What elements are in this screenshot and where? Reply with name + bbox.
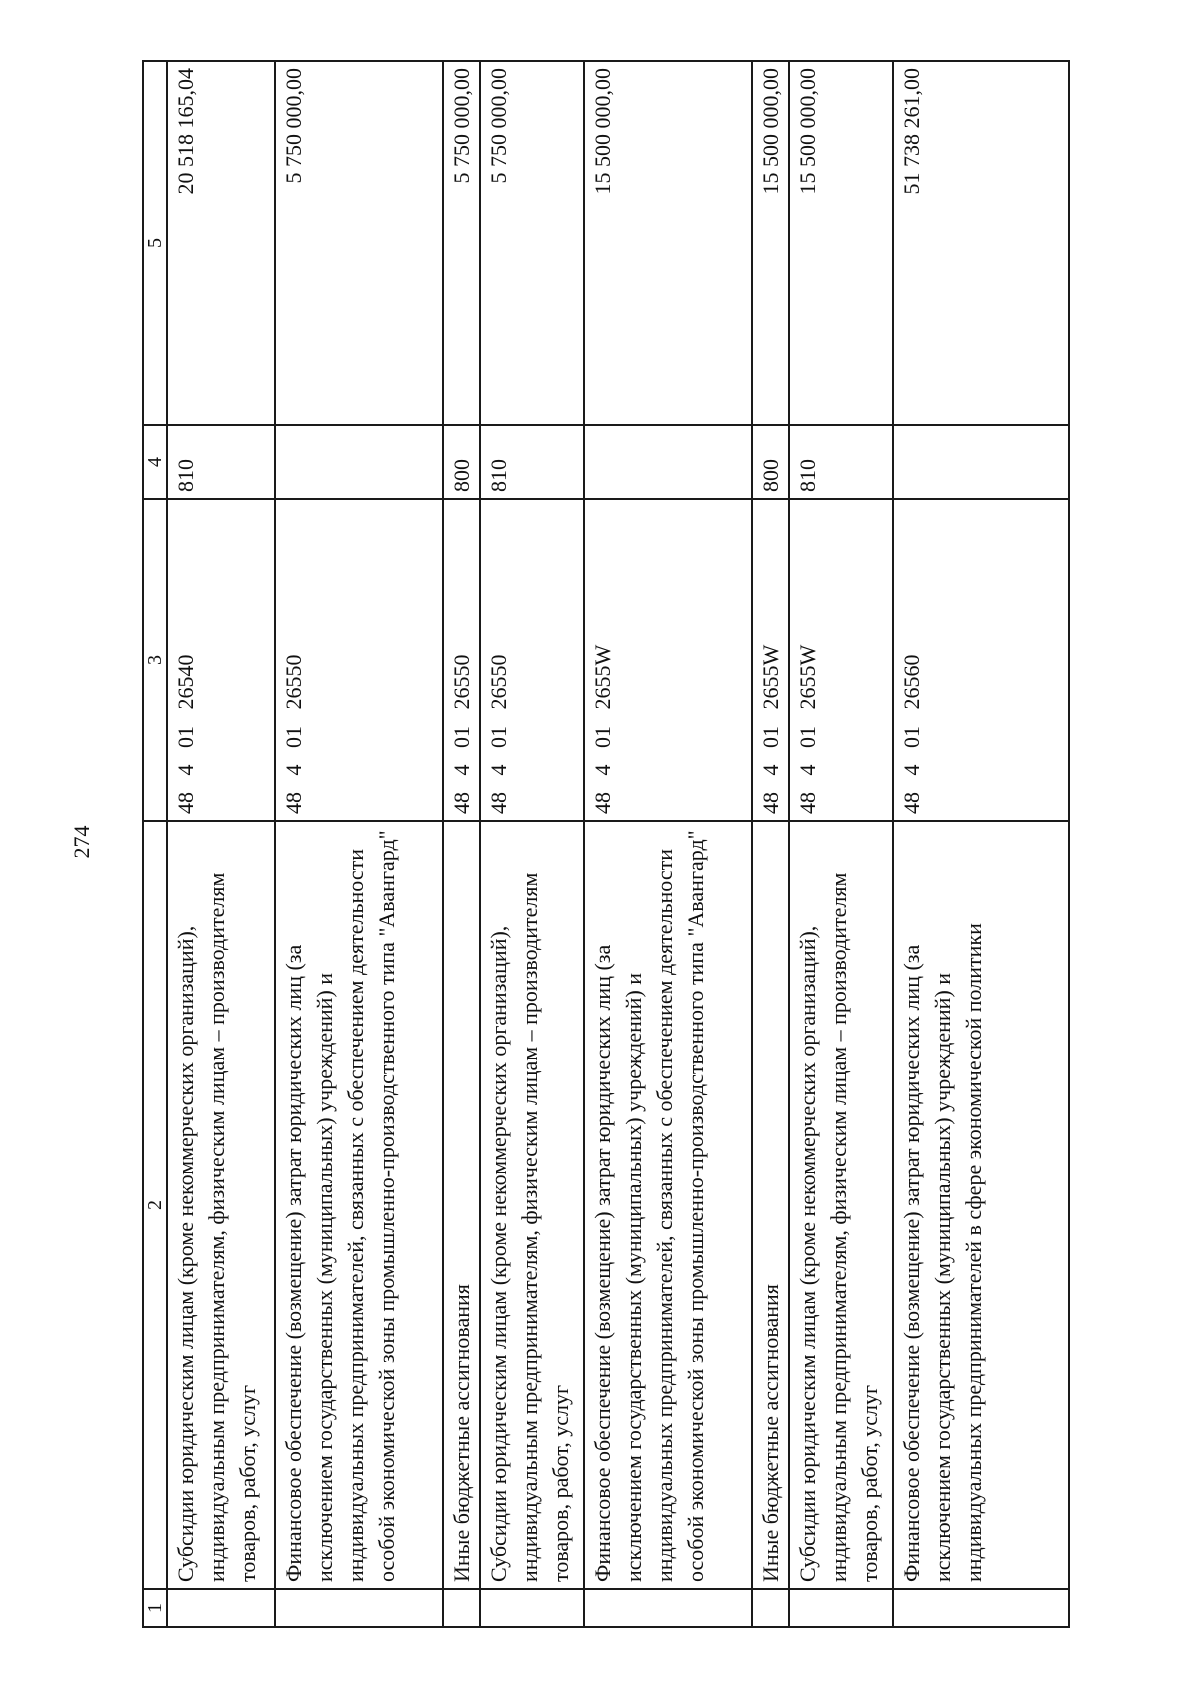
- target-code-cell: 48 4 01 26550: [443, 499, 480, 821]
- table-row: [480, 61, 584, 1627]
- expense-name-cell: Иные бюджетные ассигнования: [752, 821, 789, 1589]
- target-code-cell: 48 4 01 26540: [167, 499, 275, 821]
- target-code-cell: 48 4 01 2655W: [584, 499, 752, 821]
- budget-table: [142, 60, 1070, 1628]
- header-cell: 2: [143, 821, 167, 1589]
- row-number-cell: [584, 1589, 752, 1627]
- row-number-cell: [480, 1589, 584, 1627]
- target-code-cell: 48 4 01 2655W: [789, 499, 893, 821]
- table-row: [584, 61, 752, 1627]
- amount-cell: 5 750 000,00: [480, 61, 584, 425]
- expense-type-cell: [275, 425, 443, 499]
- row-number-cell: [443, 1589, 480, 1627]
- table-row: [167, 61, 275, 1627]
- expense-type-cell: [584, 425, 752, 499]
- expense-name-cell: Финансовое обеспечение (возмещение) затрат юридических лиц (за исключением государственных (муниципальных) учреждений) и индивидуальных предпринимателей в сфере экономической политики: [893, 821, 1069, 1589]
- row-number-cell: [167, 1589, 275, 1627]
- amount-cell: 5 750 000,00: [275, 61, 443, 425]
- table-header-row: [143, 61, 167, 1627]
- table-row: [789, 61, 893, 1627]
- row-number-cell: [893, 1589, 1069, 1627]
- amount-cell: 20 518 165,04: [167, 61, 275, 425]
- expense-name-cell: Субсидии юридическим лицам (кроме некоммерческих организаций), индивидуальным предпринимателям, физическим лицам – производителям товаров, работ, услуг: [167, 821, 275, 1589]
- header-cell: 1: [143, 1589, 167, 1627]
- header-cell: 3: [143, 499, 167, 821]
- expense-type-cell: 800: [752, 425, 789, 499]
- expense-name-cell: Субсидии юридическим лицам (кроме некоммерческих организаций), индивидуальным предпринимателям, физическим лицам – производителям товаров, работ, услуг: [789, 821, 893, 1589]
- row-number-cell: [275, 1589, 443, 1627]
- amount-cell: 5 750 000,00: [443, 61, 480, 425]
- amount-cell: 15 500 000,00: [584, 61, 752, 425]
- rotated-page-content: [142, 62, 1078, 1628]
- expense-type-cell: 800: [443, 425, 480, 499]
- table-row: [443, 61, 480, 1627]
- table-row: [893, 61, 1069, 1627]
- page-number: 274: [69, 825, 94, 859]
- header-cell: 5: [143, 61, 167, 425]
- expense-name-cell: Субсидии юридическим лицам (кроме некоммерческих организаций), индивидуальным предпринимателям, физическим лицам – производителям товаров, работ, услуг: [480, 821, 584, 1589]
- expense-type-cell: 810: [789, 425, 893, 499]
- target-code-cell: 48 4 01 26550: [480, 499, 584, 821]
- target-code-cell: 48 4 01 2655W: [752, 499, 789, 821]
- expense-name-cell: Иные бюджетные ассигнования: [443, 821, 480, 1589]
- target-code-cell: 48 4 01 26550: [275, 499, 443, 821]
- expense-type-cell: 810: [480, 425, 584, 499]
- expense-name-cell: Финансовое обеспечение (возмещение) затрат юридических лиц (за исключением государственных (муниципальных) учреждений) и индивидуальных предпринимателей, связанных с обеспечением деятельности особой экономической зоны промышленно-производственного типа "Авангард": [275, 821, 443, 1589]
- header-cell: 4: [143, 425, 167, 499]
- expense-type-cell: [893, 425, 1069, 499]
- table-row: [752, 61, 789, 1627]
- row-number-cell: [752, 1589, 789, 1627]
- row-number-cell: [789, 1589, 893, 1627]
- amount-cell: 51 738 261,00: [893, 61, 1069, 425]
- expense-name-cell: Финансовое обеспечение (возмещение) затрат юридических лиц (за исключением государственных (муниципальных) учреждений) и индивидуальных предпринимателей, связанных с обеспечением деятельности особой экономической зоны промышленно-производственного типа "Авангард": [584, 821, 752, 1589]
- target-code-cell: 48 4 01 26560: [893, 499, 1069, 821]
- expense-type-cell: 810: [167, 425, 275, 499]
- amount-cell: 15 500 000,00: [752, 61, 789, 425]
- amount-cell: 15 500 000,00: [789, 61, 893, 425]
- table-row: [275, 61, 443, 1627]
